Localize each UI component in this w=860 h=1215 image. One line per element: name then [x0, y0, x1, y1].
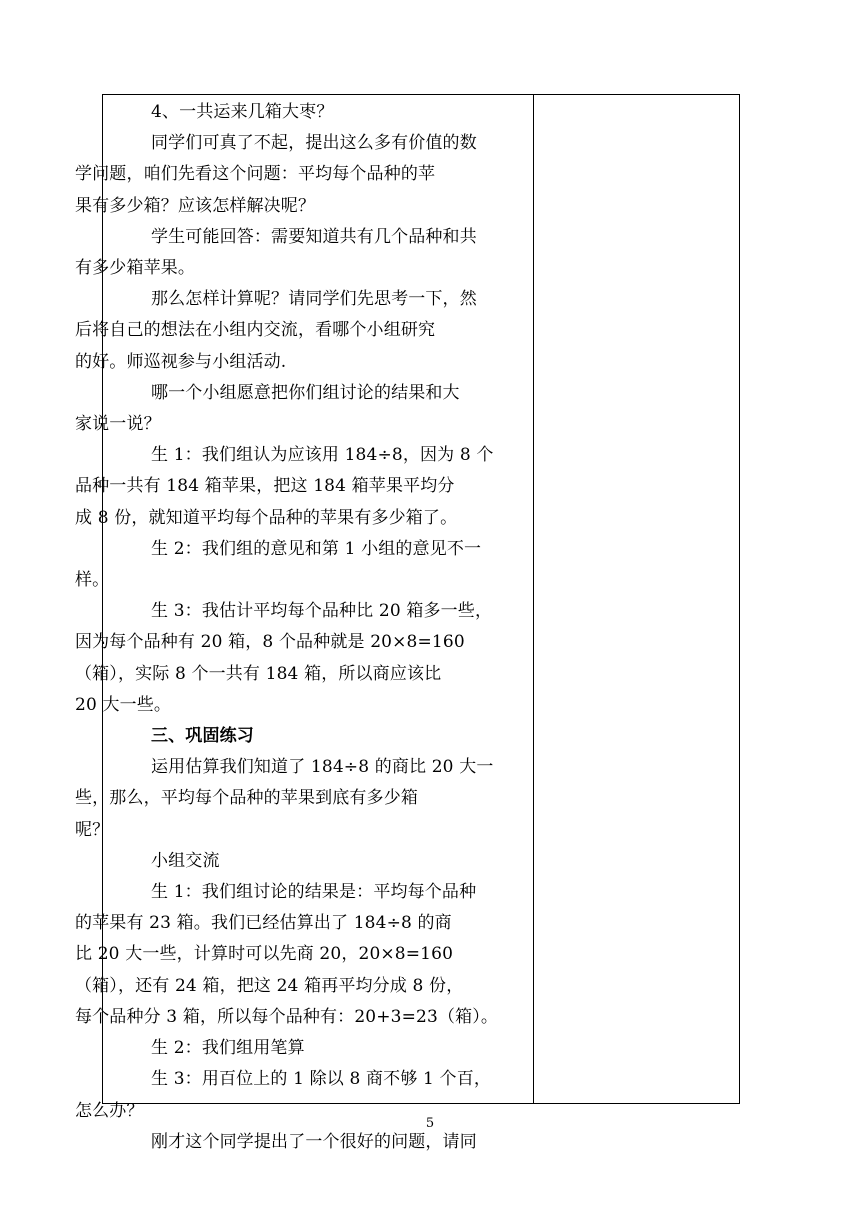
- text-line: 成 8 份，就知道平均每个品种的苹果有多少箱了。: [75, 507, 458, 528]
- text-line: 因为每个品种有 20 箱，8 个品种就是 20×8=160: [75, 632, 465, 653]
- text-line: 生 2：我们组的意见和第 1 小组的意见不一: [151, 538, 482, 559]
- paragraph: [113, 97, 529, 128]
- text-line: 有多少箱苹果。: [75, 258, 196, 279]
- paragraph: [75, 222, 529, 284]
- text-line: 呢？: [75, 819, 110, 840]
- paragraph: [75, 284, 529, 378]
- paragraph: [75, 752, 529, 846]
- lesson-table: [75, 94, 740, 1152]
- text-line: 样。: [75, 570, 110, 591]
- text-line: 生 1：我们组认为应该用 184÷8，因为 8 个: [151, 445, 494, 466]
- text-line: 后将自己的想法在小组内交流，看哪个小组研究: [75, 320, 436, 341]
- text-line: 家说一说？: [75, 414, 161, 435]
- lesson-content-cell: [75, 97, 529, 1158]
- text-line: 生 1：我们组讨论的结果是：平均每个品种: [151, 882, 477, 903]
- text-line: 哪一个小组愿意把你们组讨论的结果和大: [151, 382, 460, 403]
- text-line: 果有多少箱？应该怎样解决呢？: [75, 195, 316, 216]
- text-line: 刚才这个同学提出了一个很好的问题，请同: [151, 1131, 477, 1152]
- text-line: 运用估算我们知道了 184÷8 的商比 20 大一: [151, 757, 494, 778]
- paragraph: [75, 877, 529, 1033]
- text-line: 生 3：我估计平均每个品种比 20 箱多一些，: [151, 601, 493, 622]
- text-line: 些，那么，平均每个品种的苹果到底有多少箱: [75, 788, 418, 809]
- paragraph: [113, 846, 529, 877]
- paragraph: [75, 440, 529, 534]
- paragraph: [113, 1033, 529, 1064]
- text-line: 4、一共运来几箱大枣？: [151, 102, 334, 122]
- text-line: 学生可能回答：需要知道共有几个品种和共: [151, 226, 477, 247]
- paragraph: [113, 1127, 529, 1158]
- paragraph: [75, 128, 529, 222]
- text-line: 的好。师巡视参与小组活动.: [75, 351, 287, 372]
- text-line: 的苹果有 23 箱。我们已经估算出了 184÷8 的商: [75, 913, 452, 934]
- text-line: 生 3：用百位上的 1 除以 8 商不够 1 个百，: [151, 1069, 491, 1090]
- text-line: 生 2：我们组用笔算: [151, 1038, 305, 1059]
- text-line: （箱），还有 24 箱，把这 24 箱再平均分成 8 份，: [75, 975, 464, 996]
- paragraph: [75, 534, 529, 596]
- heading-text: 三、巩固练习: [151, 726, 254, 747]
- page-number: 5: [425, 1116, 435, 1131]
- text-line: 小组交流: [151, 850, 220, 871]
- text-line: （箱），实际 8 个一共有 184 箱，所以商应该比: [75, 663, 442, 684]
- text-line: 同学们可真了不起，提出这么多有价值的数: [151, 133, 477, 154]
- text-line: 怎么办？: [75, 1100, 144, 1121]
- text-line: 每个品种分 3 箱，所以每个品种有：20+3=23（箱）。: [75, 1006, 499, 1027]
- paragraph: [75, 378, 529, 440]
- text-line: 品种一共有 184 箱苹果，把这 184 箱苹果平均分: [75, 476, 455, 497]
- text-line: 学问题，咱们先看这个问题：平均每个品种的苹: [75, 164, 436, 185]
- section-heading: [113, 721, 529, 752]
- notes-cell: [534, 95, 739, 1103]
- text-line: 20 大一些。: [75, 694, 172, 715]
- text-line: 那么怎样计算呢？请同学们先思考一下，然: [151, 289, 477, 310]
- text-line: 比 20 大一些，计算时可以先商 20，20×8=160: [75, 944, 454, 965]
- paragraph: [75, 596, 529, 721]
